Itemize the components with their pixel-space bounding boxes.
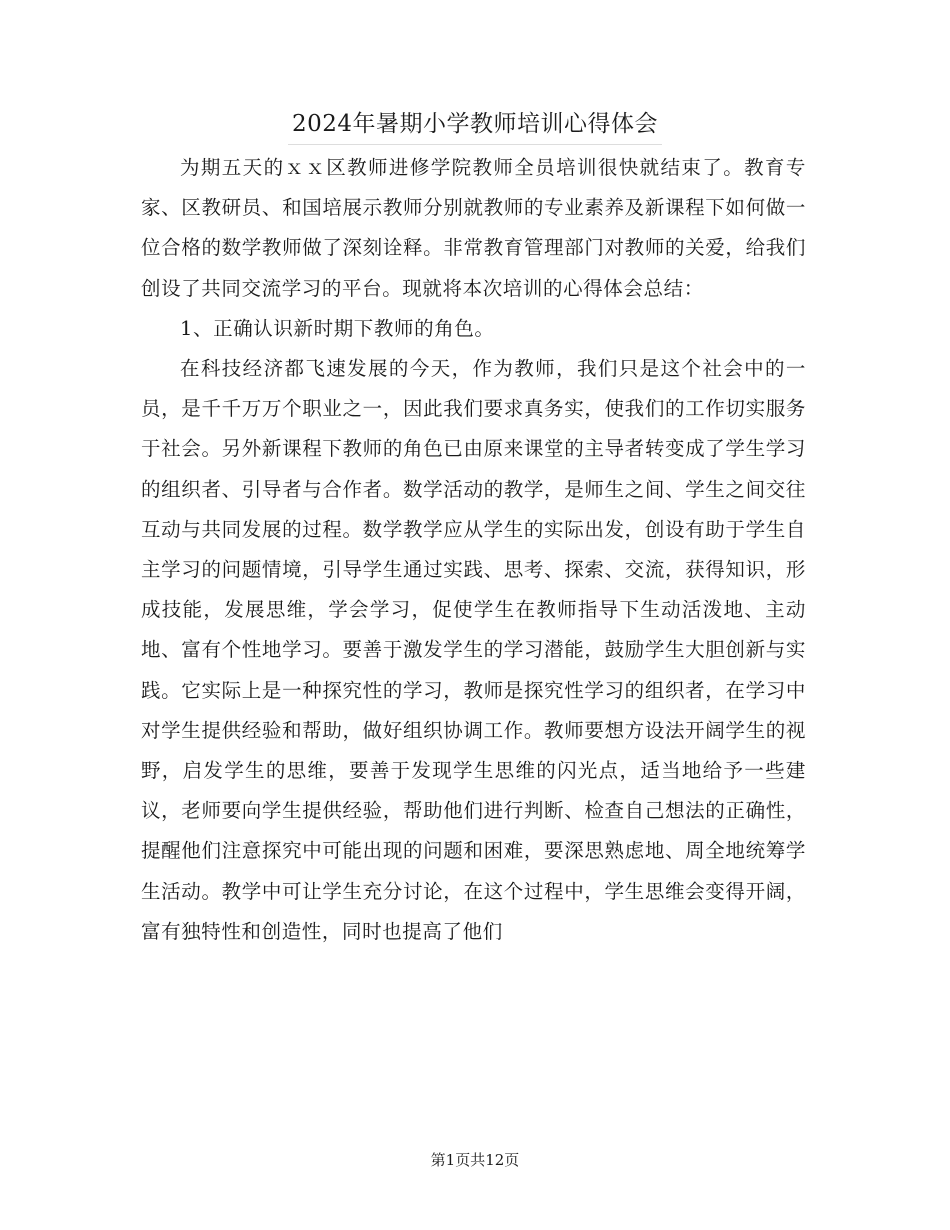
paragraph-heading-1: 1、正确认识新时期下教师的角色。 — [180, 316, 495, 340]
document-title — [0, 104, 950, 145]
paragraph-content-1: 在科技经济都飞速发展的今天，作为教师，我们只是这个社会中的一员，是千千万万个职业之一，因此我们要求真务实，使我们的工作切实服务于社会。另外新课程下教师的角色已由原来课堂的主导者转变成了学生学习的组织者、引导者与合作者。数学活动的教学，是师生之间、学生之间交往互动与共同发展的过程。数学教学应从学生的实际出发，创设有助于学生自主学习的问题情境，引导学生通过实践、思考、探索、交流，获得知识，形成技能，发展思维，学会学习，促使学生在教师指导下生动活泼地、主动地、富有个性地学习。要善于激发学生的学习潜能，鼓励学生大胆创新与实践。它实际上是一种探究性的学习，教师是探究性学习的组织者，在学习中对学生提供经验和帮助，做好组织协调工作。教师要想方设法开阔学生的视野，启发学生的思维，要善于发现学生思维的闪光点，适当地给予一些建议，老师要向学生提供经验，帮助他们进行判断、检查自己想法的正确性，提醒他们注意探究中可能出现的问题和困难，要深思熟虑地、周全地统筹学生活动。教学中可让学生充分讨论，在这个过程中，学生思维会变得开阔，富有独特性和创造性，同时也提高了他们 — [141, 357, 806, 943]
document-title-text: 2024年暑期小学教师培训心得体会 — [288, 104, 662, 145]
document-body — [141, 148, 806, 952]
paragraph-intro: 为期五天的ｘｘ区教师进修学院教师全员培训很快就结束了。教育专家、区教研员、和国培展示教师分别就教师的专业素养及新课程下如何做一位合格的数学教师做了深刻诠释。非常教育管理部门对教师的关爱，给我们创设了共同交流学习的平台。现就将本次培训的心得体会总结： — [141, 156, 806, 300]
page-number: 第1页共12页 — [430, 1151, 520, 1169]
